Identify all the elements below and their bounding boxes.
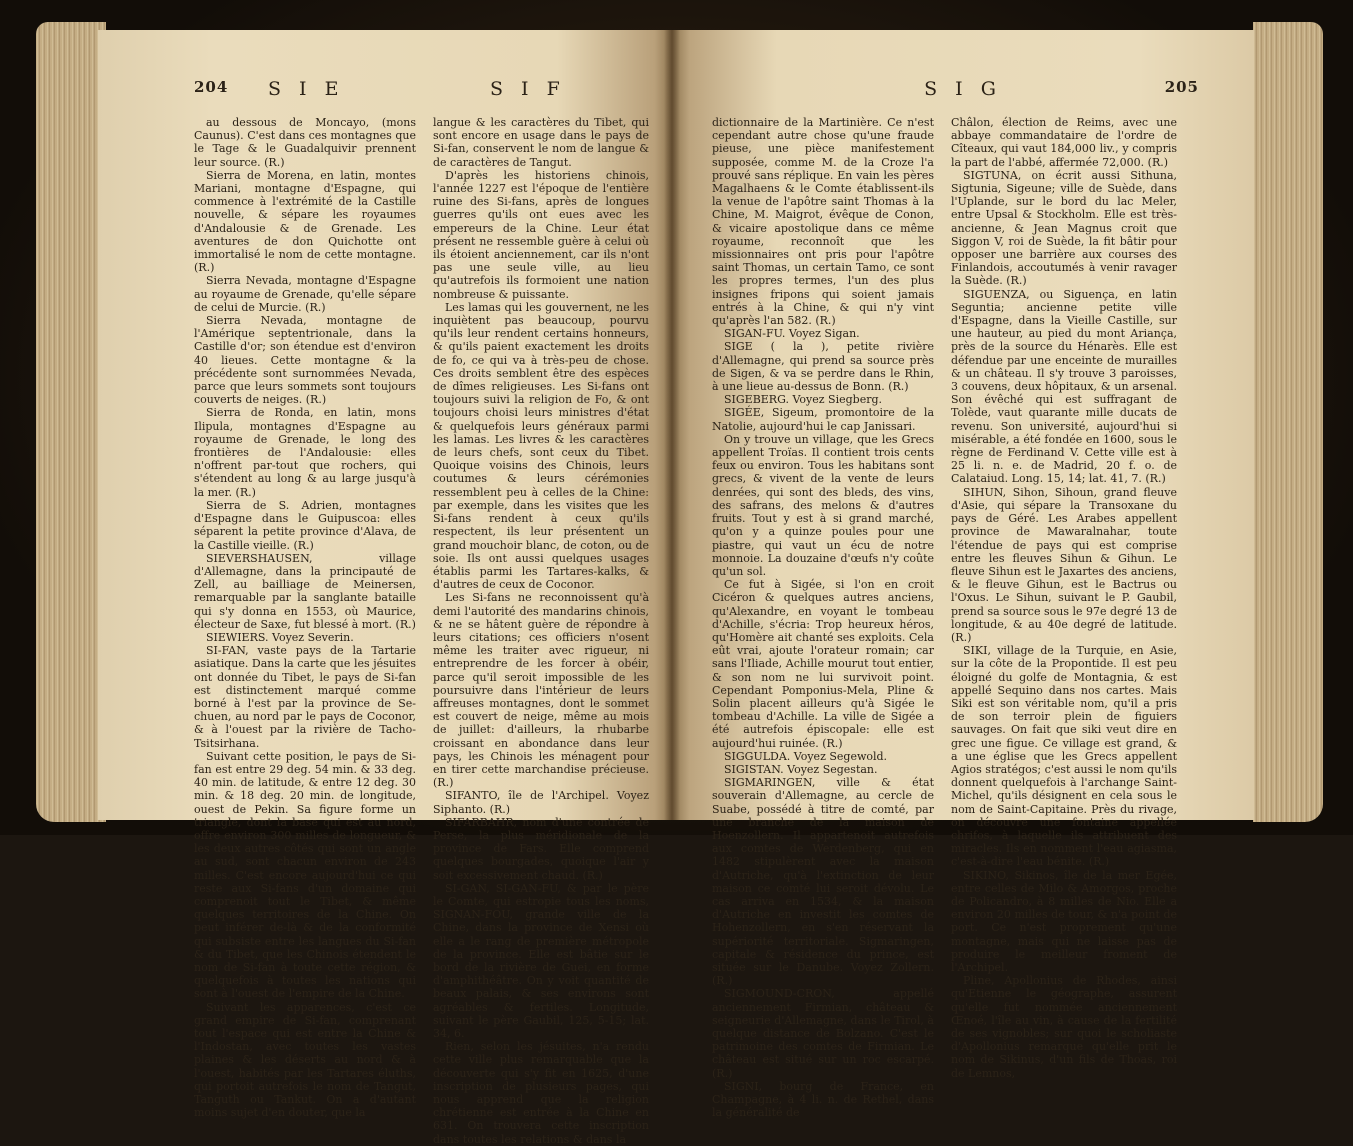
- entry: Sierra Nevada, montagne d'Espagne au royaume de Grenade, qu'elle sépare de celui de Murcie. (R.): [194, 274, 416, 314]
- entry: SI-FAN, vaste pays de la Tartarie asiatique. Dans la carte que les jésuites ont donnée du Tibet, le pays de Si-fan est distinctement marqué comme borné à l'est par la province de Se-chuen, au nord par le pays de Coconor, & à l'ouest par la rivière de Tacho-Tsitsirhana.: [194, 644, 416, 750]
- book-gutter: [664, 30, 680, 820]
- entry: Suivant les apparences, c'est ce grand empire de Si-fan, comprenant tout l'espace qui est entre la Chine & l'Indostan, avec toutes les vastes plaines & les déserts au nord & à l'ouest, habités par les Tartares éluths, qui portoit autrefois le nom de Tangut, Tanguth ou Tankut. On a d'autant moins sujet d'en douter, que la: [194, 1000, 416, 1120]
- entry: SIGISTAN. Voyez Segestan.: [724, 762, 878, 776]
- entry: SIEWIERS. Voyez Severin.: [206, 630, 354, 644]
- entry: SIEVERSHAUSEN, village d'Allemagne, dans la principauté de Zell, au bailliage de Meinersen, remarquable par la sanglante bataille qui s'y donna en 1553, où Maurice, électeur de Saxe, fut blessé à mort. (R.): [194, 551, 416, 631]
- text-column: [194, 116, 416, 1120]
- entry: Suivant cette position, le pays de Si-fan est entre 29 deg. 54 min. & 33 deg. 40 min. de latitude, & entre 12 deg. 30 min. & 18 deg. 20 min. de longitude, ouest de Pekin. Sa figure forme un triangle, dont la base qui est au nord, offre environ 300 milles de longueur, & les deux autres côtés qui sont un angle au sud, sont chacun environ de 243 milles. C'est encore aujourd'hui ce qui reste aux Si-fans d'un domaine qui comprenoit tout le Tibet, & même quelques territoires de la Chine. On peut inférer de-là & de la conformité qui subsiste entre les langues du Si-fan & du Tibet, que les Chinois étendent le nom de Si-fan à toute cette région, & quelquefois à toutes les nations qui sont à l'ouest de l'empire de la Chine.: [194, 749, 416, 1001]
- right-page-header: [672, 78, 1254, 106]
- left-page-header: [98, 78, 672, 106]
- running-title: S I G: [924, 78, 1002, 100]
- entry: Sierra Nevada, montagne de l'Amérique septentrionale, dans la Castille d'or; son étendue est d'environ 40 lieues. Cette montagne & la précédente sont surnommées Nevada, parce que leurs sommets sont toujours couverts de neiges. (R.): [194, 314, 416, 407]
- entry: SIGEBERG. Voyez Siegberg.: [724, 393, 883, 407]
- page-number: 204: [194, 78, 229, 96]
- entry: SIKINO, Sikinos, île de la mer Egée, entre celles de Milo & Amorgos, proche de Policandro, à 8 milles de Nio. Elle a environ 20 milles de tour, & n'a point de port. Ce n'est proprement qu'une montagne, mais qui ne laisse pas de produire le meilleur froment de l'Archipel.: [951, 868, 1177, 974]
- entry: SIGE ( la ), petite rivière d'Allemagne, qui prend sa source près de Sigen, & va se perdre dans le Rhin, à une lieue au-dessus de Bonn. (R.): [712, 340, 934, 394]
- page-edges-left: [36, 22, 106, 822]
- text-column: [951, 116, 1177, 1080]
- entry: SIGTUNA, on écrit aussi Sithuna, Sigtunia, Sigeune; ville de Suède, dans l'Uplande, sur le bord du lac Meler, entre Upsal & Stockholm. Elle est très-ancienne, & Jean Magnus croit que Siggon V, roi de Suède, la fit bâtir pour opposer une barrière aux courses des Finlandois, accoutumés à venir ravager la Suède. (R.): [951, 168, 1177, 288]
- entry: SIFARBAHR, nom d'une contrée de Perse, la plus méridionale de la province de Fars. Elle comprend quelques bourgades, quoique l'air y soit excessivement chaud. (R.): [433, 815, 649, 882]
- entry: SIGMOUND-CRON, appellé anciennement Firmian, château & seigneurie d'Allemagne, dans le Tirol, à quelque distance de Bolzano. C'est le patrimoine des comtes de Firmian. Le château est situé sur un roc escarpé. (R.): [712, 987, 934, 1080]
- entry: On y trouve un village, que les Grecs appellent Troïas. Il contient trois cents feux ou environ. Tous les habitans sont grecs, & vivent de la vente de leurs denrées, qui sont des bleds, des vins, des safrans, des melons & d'autres fruits. Tout y est à si grand marché, qu'on y a quinze poules pour une piastre, qui vaut un écu de notre monnoie. La douzaine d'œufs n'y coûte qu'un sol.: [712, 432, 934, 578]
- page-edges-right: [1253, 22, 1323, 822]
- entry: dictionnaire de la Martinière. Ce n'est cependant autre chose qu'une fraude pieuse, une pièce manifestement supposée, comme M. de la Croze l'a prouvé sans réplique. En vain les pères Magalhaens & le Comte établissent-ils la venue de l'apôtre saint Thomas à la Chine, M. Maigrot, évêque de Conon, & vicaire apostolique dans ce même royaume, reconnoît que les missionnaires ont pris pour l'apôtre saint Thomas, un certain Tamo, ce sont les propres termes, l'un des plus insignes fripons qui soient jamais entrés à la Chine, & qui n'y vint qu'après l'an 582. (R.): [712, 116, 934, 328]
- entry: langue & les caractères du Tibet, qui sont encore en usage dans le pays de Si-fan, conservent le nom de langue & de caractères de Tangut.: [433, 116, 649, 169]
- entry: SIGUENZA, ou Siguença, en latin Seguntia; ancienne petite ville d'Espagne, dans la Vieille Castille, sur une hauteur, au pied du mont Ariança, près de la source du Hénarès. Elle est défendue par une enceinte de murailles & un château. Il s'y trouve 3 paroisses, 3 couvens, deux hôpitaux, & un arsenal. Son évêché qui est suffragant de Tolède, vaut quarante mille ducats de revenu. Son université, aujourd'hui si misérable, a été fondée en 1600, sous le règne de Ferdinand V. Cette ville est à 25 li. n. e. de Madrid, 20 f. o. de Calataiud. Long. 15, 14; lat. 41, 7. (R.): [951, 287, 1177, 486]
- entry: SIGAN-FU. Voyez Sigan.: [724, 327, 860, 341]
- entry: SIGNI, bourg de France, en Champagne, à 4 li. n. de Rethel, dans la généralité de: [712, 1079, 934, 1120]
- entry: D'après les historiens chinois, l'année 1227 est l'époque de l'entière ruine des Si-fans, après de longues guerres qu'ils ont eues avec les empereurs de la Chine. Leur état présent ne ressemble guère à celui où ils étoient anciennement, car ils n'ont pas une seule ville, au lieu qu'autrefois ils formoient une nation nombreuse & puissante.: [433, 168, 649, 301]
- entry: Sierra de S. Adrien, montagnes d'Espagne dans le Guipuscoa: elles séparent la petite province d'Alava, de la Castille vieille. (R.): [194, 498, 416, 552]
- page-number: 205: [1164, 78, 1199, 96]
- entry: Les lamas qui les gouvernent, ne les inquiètent pas beaucoup, pourvu qu'ils leur rendent certains honneurs, & qu'ils paient exactement les droits de fo, ce qui va à très-peu de chose. Ces droits semblent être des espèces de dîmes religieuses. Les Si-fans ont toujours suivi la religion de Fo, & ont toujours choisi leurs ministres d'état & quelquefois leurs généraux parmi les lamas. Les livres & les caractères de leurs chefs, sont ceux du Tibet. Quoique voisins des Chinois, leurs coutumes & leurs cérémonies ressemblent peu à celles de la Chine: par exemple, dans les visites que les Si-fans rendent à ceux qu'ils respectent, ils leur présentent un grand mouchoir blanc, de coton, ou de soie. Ils ont aussi quelques usages établis parmi les Tartares-kalks, & d'autres de ceux de Coconor.: [433, 300, 649, 592]
- entry: SIGÉE, Sigeum, promontoire de la Natolie, aujourd'hui le cap Janissari.: [712, 406, 934, 433]
- entry: Ce fut à Sigée, si l'on en croit Cicéron & quelques autres anciens, qu'Alexandre, en voyant le tombeau d'Achille, s'écria: Trop heureux héros, qu'Homère ait chanté ses exploits. Cela eût vrai, ajoute l'orateur romain; car sans l'Iliade, Achille mourut tout entier, & son nom ne lui survivoit point. Cependant Pomponius-Mela, Pline & Solin placent ailleurs qu'à Sigée le tombeau d'Achille. La ville de Sigée a été autrefois épiscopale: elle est aujourd'hui ruinée. (R.): [712, 578, 934, 750]
- entry: Rien, selon les jésuites, n'a rendu cette ville plus remarquable que la découverte qui s'y fit en 1625, d'une inscription de plusieurs pages, qui nous apprend que la religion chrétienne est entrée à la Chine en 631. On trouvera cette inscription dans toutes les relations & dans la: [433, 1040, 649, 1146]
- entry: Sierra de Morena, en latin, montes Mariani, montagne d'Espagne, qui commence à l'extrémité de la Castille nouvelle, & sépare les royaumes d'Andalousie & de Grenade. Les aventures de don Quichotte ont immortalisé le nom de cette montagne. (R.): [194, 168, 416, 275]
- entry: Châlon, élection de Reims, avec une abbaye commandataire de l'ordre de Cîteaux, qui vaut 184,000 liv., y compris la part de l'abbé, affermée 72,000. (R.): [951, 116, 1177, 169]
- running-title: S I F: [490, 78, 566, 100]
- entry: SIFANTO, île de l'Archipel. Voyez Siphanto. (R.): [433, 789, 649, 816]
- running-title: S I E: [268, 78, 345, 100]
- left-page: [98, 30, 672, 1146]
- right-page: [672, 30, 1254, 1120]
- entry: SIHUN, Sihon, Sihoun, grand fleuve d'Asie, qui sépare la Transoxane du pays de Géré. Les Arabes appellent province de Mawaralnahar, toute l'étendue de pays qui est comprise entre les fleuves Sihun & Gihun. Le fleuve Sihun est le Jaxartes des anciens, & le fleuve Gihun, est le Bactrus ou l'Oxus. Le Sihun, suivant le P. Gaubil, prend sa source sous le 97e degré 13 de longitude, & au 40e degré de latitude. (R.): [951, 485, 1177, 644]
- entry: SIGGULDA. Voyez Segewold.: [724, 749, 888, 763]
- text-column: [433, 116, 649, 1146]
- text-column: [712, 116, 934, 1120]
- entry: Pline, Apollonius de Rhodes, ainsi qu'Etienne le géographe, assurent qu'elle fut nommée anciennement Œnoé, l'île au vin, à cause de la fertilité de ses vignobles; sur quoi le scholiaste d'Apollonius remarque qu'elle prit le nom de Sikinus, d'un fils de Thoas, roi de Lemnos,: [951, 974, 1177, 1080]
- entry: au dessous de Moncayo, (mons Caunus). C'est dans ces montagnes que le Tage & le Guadalquivir prennent leur source. (R.): [194, 116, 416, 169]
- entry: Les Si-fans ne reconnoissent qu'à demi l'autorité des mandarins chinois, & ne se hâtent guère de répondre à leurs citations; ces officiers n'osent même les traiter avec rigueur, ni entreprendre de les forcer à obéir, parce qu'il seroit impossible de les poursuivre dans l'intérieur de leurs affreuses montagnes, dont le sommet est couvert de neige, même au mois de juillet: d'ailleurs, la rhubarbe croissant en abondance dans leur pays, les Chinois les ménagent pour en tirer cette marchandise précieuse. (R.): [433, 591, 649, 790]
- entry: SIGMARINGEN, ville & état souverain d'Allemagne, au cercle de Suabe, possédé à titre de comté, par une branche de la maison de Hoenzollern. Il appartenoit autrefois aux comtes de Werdenberg, qui en 1482 stipulèrent avec la maison d'Autriche, qu'à l'extinction de leur maison ce comté lui seroit dévolu. Le cas arriva en 1534, & la maison d'Autriche en investit les comtes de Hohenzollern, en s'en réservant la supériorité territoriale. Sigmaringen, capitale & résidence du prince, est située sur le Danube. Voyez Zollern. (R.): [712, 776, 934, 988]
- entry: SI-GAN, SI-GAN-FU, & par le père le Comte, qui estropie tous les noms, SIGNAN-FOU, grande ville de la Chine, dans la province de Xensi où elle a le rang de première métropole de la province. Elle est bâtie sur le bord de la rivière de Guei, en forme d'amphithéâtre. On y voit quantité de beaux palais, & ses environs sont agréables & fertiles. Longitude, suivant le père Gaubil, 125, 5-15; lat. 34, 6.: [433, 881, 649, 1041]
- entry: SIKI, village de la Turquie, en Asie, sur la côte de la Propontide. Il est peu éloigné du golfe de Montagnia, & est appellé Sequino dans nos cartes. Mais Siki est son véritable nom, qu'il a pris de son terroir plein de figuiers sauvages. On fait que siki veut dire en grec une figue. Ce village est grand, & a une église que les Grecs appellent Agios stratégos; c'est aussi le nom qu'ils donnent quelquefois à l'archange Saint-Michel, qu'ils désignent en cela sous le nom de Saint-Capitaine. Près du rivage, on découvre une fontaine appellée chrifos, à laquelle ils attribuent des miracles. Ils en nomment l'eau agiasma, c'est-à-dire l'eau bénite. (R.): [951, 644, 1177, 869]
- entry: Sierra de Ronda, en latin, mons Ilipula, montagnes d'Espagne au royaume de Grenade, le long des frontières de l'Andalousie: elles n'offrent par-tout que rochers, qui s'étendent au long & au large jusqu'à la mer. (R.): [194, 406, 416, 499]
